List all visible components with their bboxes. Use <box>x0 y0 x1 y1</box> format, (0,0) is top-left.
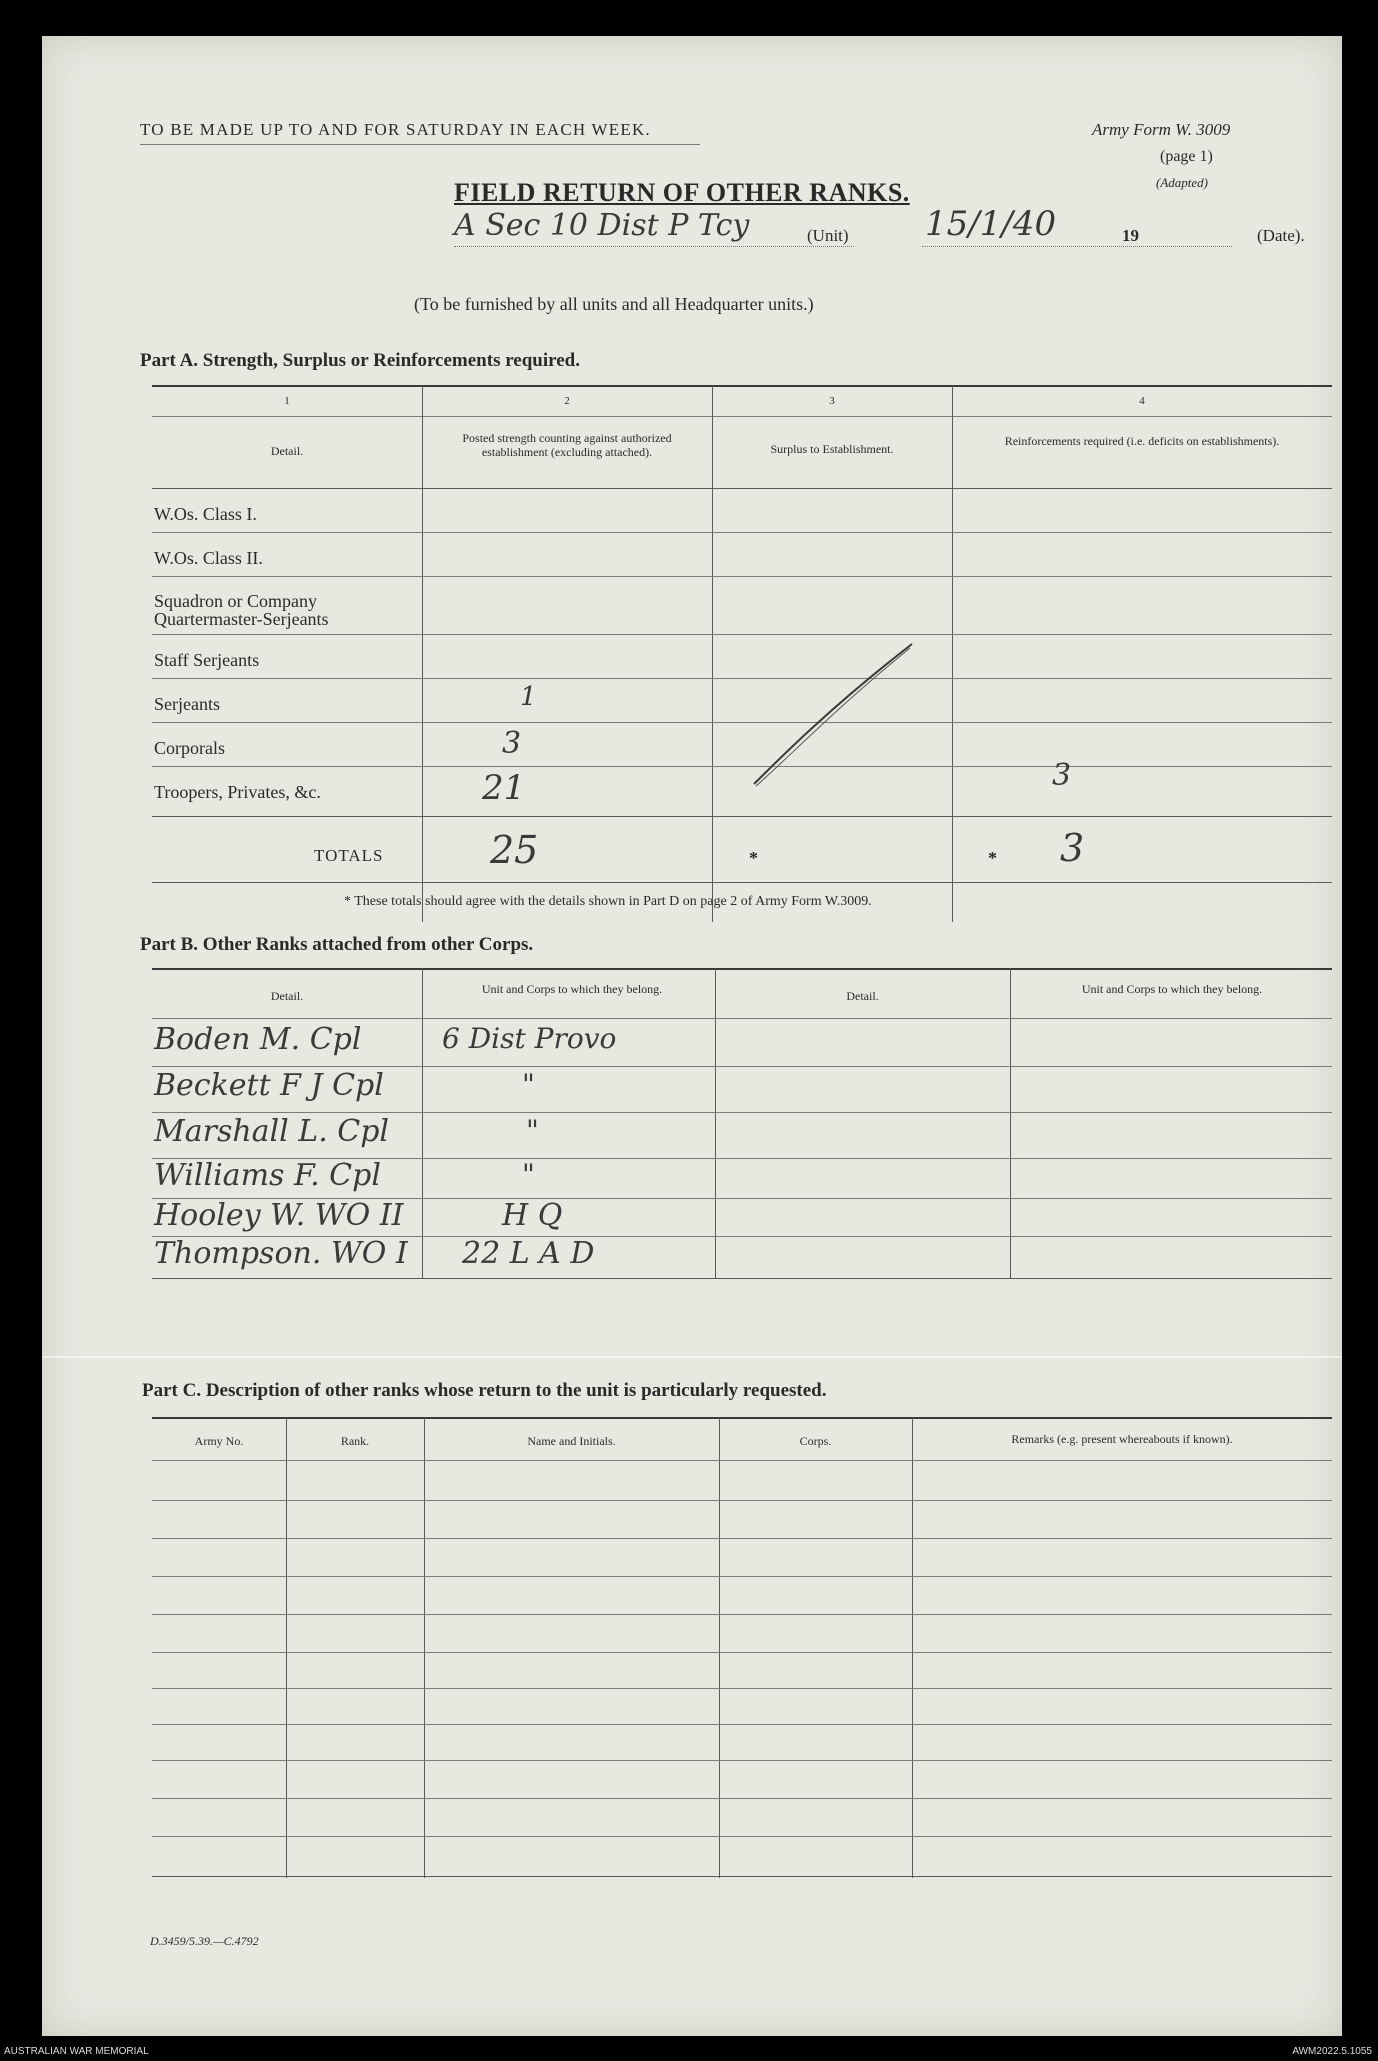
part-b-unit-row: " <box>526 1114 539 1147</box>
unit-value: A Sec 10 Dist P Tcy <box>454 208 750 243</box>
part-b-detail-row: Marshall L. Cpl <box>154 1114 390 1149</box>
footer-left: AUSTRALIAN WAR MEMORIAL <box>4 2046 149 2057</box>
part-c-vrule-2 <box>424 1418 425 1878</box>
part-b-unit-row: 22 L A D <box>462 1236 595 1271</box>
part-b-header-detail: Detail. <box>270 989 304 1003</box>
part-a-col4-number: 4 <box>1139 395 1145 407</box>
row-privates: Troopers, Privates, &c. <box>154 782 321 802</box>
part-a-vrule-3 <box>952 386 953 922</box>
row-wo-class-2: W.Os. Class II. <box>154 548 263 568</box>
part-c-vrule-3 <box>719 1418 720 1878</box>
part-c-row-rule <box>152 1798 1332 1799</box>
part-b-row-rule <box>152 1066 1332 1067</box>
row-staff-serjeants: Staff Serjeants <box>154 650 260 670</box>
part-c-row-rule <box>152 1652 1332 1653</box>
date-dotted-line <box>922 246 1232 247</box>
date-label: (Date). <box>1257 226 1305 245</box>
row-wo-class-1: W.Os. Class I. <box>154 504 257 524</box>
part-b-top-rule <box>152 968 1332 970</box>
part-c-row-rule <box>152 1760 1332 1761</box>
part-b-unit-row: " <box>522 1068 535 1101</box>
part-b-row-rule <box>152 1112 1332 1113</box>
form-page-number: (page 1) <box>1160 148 1213 165</box>
part-a-header-bottom-rule <box>152 488 1332 489</box>
part-a-number-rule <box>152 416 1332 417</box>
row-corporals: Corporals <box>154 738 225 758</box>
part-a-col3-number: 3 <box>829 395 835 407</box>
instruction-underline <box>140 144 700 145</box>
part-c-header-corps: Corps. <box>799 1434 832 1448</box>
reinf-privates: 3 <box>1052 758 1072 793</box>
part-b-vrule-1 <box>422 969 423 1279</box>
part-a-top-rule <box>152 385 1332 387</box>
unit-dotted-line <box>454 246 854 247</box>
row-serjeants: Serjeants <box>154 694 220 714</box>
part-a-heading: Part A. Strength, Surplus or Reinforcements required. <box>140 350 580 371</box>
part-b-vrule-3 <box>1010 969 1011 1279</box>
part-c-row-rule <box>152 1500 1332 1501</box>
part-a-header-surplus: Surplus to Establishment. <box>770 442 894 456</box>
print-code: D.3459/5.39.—C.4792 <box>150 1934 259 1948</box>
part-b-detail-row: Boden M. Cpl <box>154 1022 362 1057</box>
form-title: FIELD RETURN OF OTHER RANKS. <box>454 178 910 207</box>
part-c-vrule-4 <box>912 1418 913 1878</box>
part-a-totals-top-rule <box>152 816 1332 817</box>
part-b-unit-row: 6 Dist Provo <box>442 1022 617 1055</box>
part-b-vrule-2 <box>715 969 716 1279</box>
part-c-header-rank: Rank. <box>340 1434 370 1448</box>
part-a-col2-number: 2 <box>564 395 570 407</box>
part-b-detail-row: Thompson. WO I <box>154 1236 408 1271</box>
part-c-row-rule <box>152 1688 1332 1689</box>
form-page <box>42 36 1342 2036</box>
part-b-bottom-rule <box>152 1278 1332 1279</box>
part-a-totals-bottom-rule <box>152 882 1332 883</box>
part-b-detail-row: Hooley W. WO II <box>154 1198 404 1233</box>
posted-privates: 21 <box>482 768 526 808</box>
part-c-header-name: Name and Initials. <box>527 1434 616 1448</box>
part-a-vrule-1 <box>422 386 423 922</box>
part-a-row-rule <box>152 576 1332 577</box>
part-c-row-rule <box>152 1614 1332 1615</box>
part-c-row-rule <box>152 1724 1332 1725</box>
part-c-vrule-1 <box>286 1418 287 1878</box>
part-c-header-army-no: Army No. <box>194 1434 244 1448</box>
part-c-row-rule <box>152 1836 1332 1837</box>
part-b-header-unit-2: Unit and Corps to which they belong. <box>1081 982 1263 996</box>
part-c-header-rule <box>152 1460 1332 1461</box>
part-b-header-rule <box>152 1018 1332 1019</box>
part-b-detail-row: Beckett F J Cpl <box>154 1068 384 1103</box>
totals-reinf-mark: * <box>988 848 997 868</box>
part-c-heading: Part C. Description of other ranks whose return to the unit is particularly requested. <box>142 1380 827 1401</box>
totals-label: TOTALS <box>314 846 384 865</box>
paper-fold <box>42 1356 1342 1358</box>
part-c-row-rule <box>152 1576 1332 1577</box>
part-a-footnote: * These totals should agree with the details shown in Part D on page 2 of Army Form W.3009. <box>344 894 872 909</box>
surplus-strike-mark <box>742 636 922 796</box>
posted-serjeants: 1 <box>520 682 537 712</box>
part-a-header-reinf: Reinforcements required (i.e. deficits on establishments). <box>1004 434 1280 448</box>
part-c-row-rule <box>152 1538 1332 1539</box>
form-adapted: (Adapted) <box>1156 175 1208 190</box>
part-c-header-remarks: Remarks (e.g. present whereabouts if known). <box>1011 1432 1233 1446</box>
part-b-header-detail-2: Detail. <box>846 989 879 1003</box>
year-prefix: 19 <box>1122 226 1139 245</box>
form-id: Army Form W. 3009 <box>1092 120 1231 139</box>
part-a-header-detail: Detail. <box>270 444 304 458</box>
posted-corporals: 3 <box>502 726 522 761</box>
row-cqms: Squadron or Company Quartermaster-Serjeants <box>154 591 329 629</box>
part-b-heading: Part B. Other Ranks attached from other Corps. <box>140 934 534 955</box>
unit-label: (Unit) <box>807 226 849 245</box>
part-b-detail-row: Williams F. Cpl <box>154 1158 381 1193</box>
part-a-row-rule <box>152 532 1332 533</box>
furnished-note: (To be furnished by all units and all Headquarter units.) <box>414 294 814 314</box>
part-c-top-rule <box>152 1417 1332 1419</box>
part-a-col1-number: 1 <box>284 395 290 407</box>
part-b-unit-row: H Q <box>502 1198 563 1233</box>
part-b-header-unit: Unit and Corps to which they belong. <box>481 982 663 996</box>
totals-posted: 25 <box>490 828 539 872</box>
part-a-row-rule <box>152 634 1332 635</box>
date-value: 15/1/40 <box>925 204 1057 244</box>
totals-reinf: 3 <box>1060 826 1085 870</box>
part-b-unit-row: " <box>522 1158 535 1191</box>
footer-right: AWM2022.5.1055 <box>1292 2046 1372 2057</box>
part-a-header-posted: Posted strength counting against authorized establishment (excluding attached). <box>462 431 672 459</box>
weekly-instruction: TO BE MADE UP TO AND FOR SATURDAY IN EACH WEEK. <box>140 120 651 139</box>
totals-surplus-mark: * <box>749 848 758 868</box>
part-a-vrule-2 <box>712 386 713 922</box>
part-c-bottom-rule <box>152 1876 1332 1877</box>
